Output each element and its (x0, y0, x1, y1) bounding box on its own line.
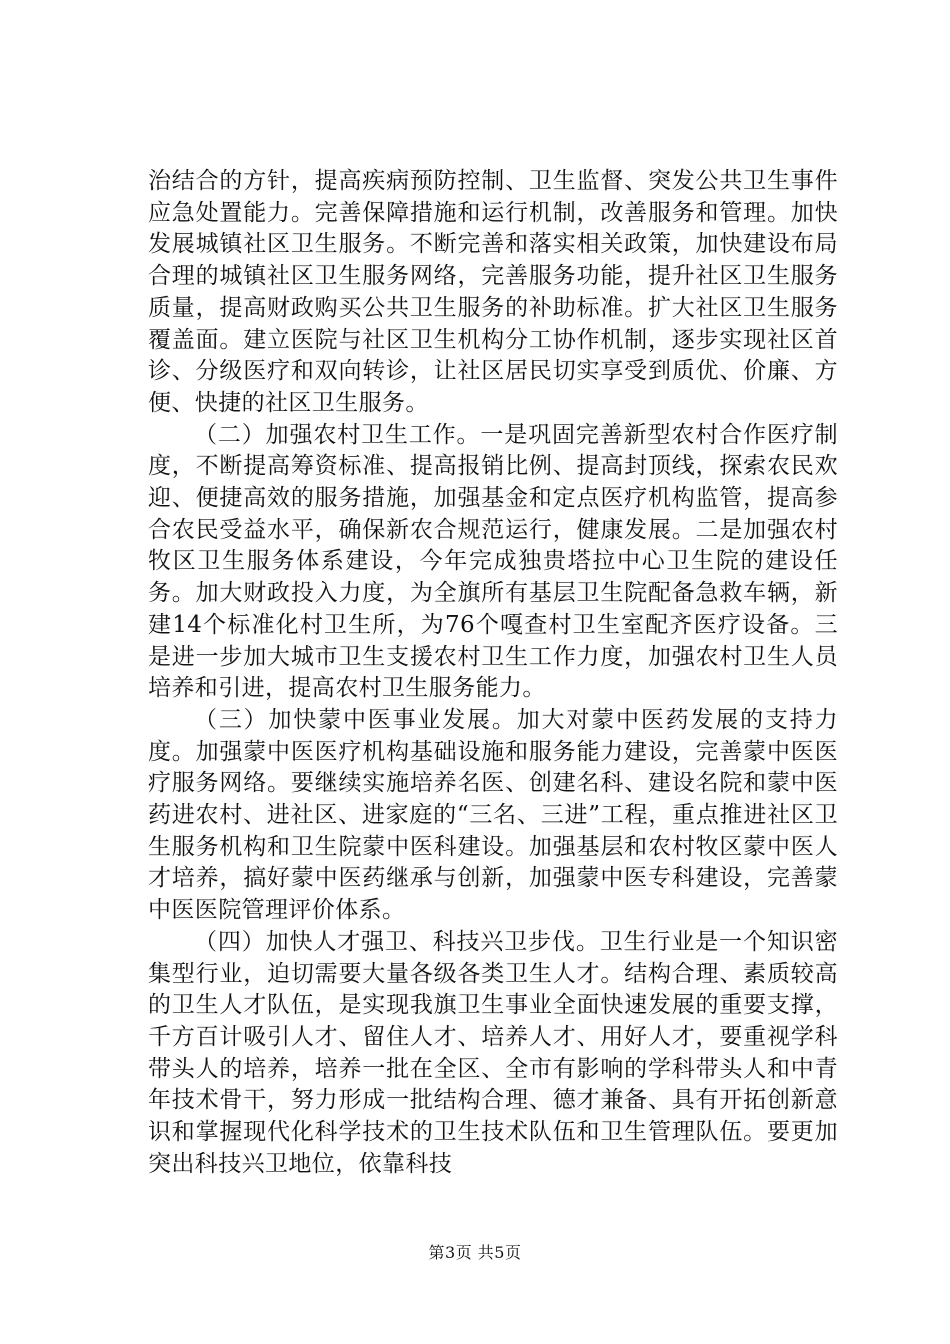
document-body (148, 166, 838, 1181)
paragraph-4: （四）加快人才强卫、科技兴卫步伐。卫生行业是一个知识密集型行业，迫切需要大量各级各类卫生人才。结构合理、素质较高的卫生人才队伍，是实现我旗卫生事业全面快速发展的重要支撑，千方百计吸引人才、留住人才、培养人才、用好人才，要重视学科带头人的培养，培养一批在全区、全市有影响的学科带头人和中青年技术骨干，努力形成一批结构合理、德才兼备、具有开拓创新意识和掌握现代化科学技术的卫生技术队伍和卫生管理队伍。要更加突出科技兴卫地位，依靠科技 (148, 928, 838, 1177)
paragraph-1: 治结合的方针，提高疾病预防控制、卫生监督、突发公共卫生事件应急处置能力。完善保障措施和运行机制，改善服务和管理。加快发展城镇社区卫生服务。不断完善和落实相关政策，加快建设布局合理的城镇社区卫生服务网络，完善服务功能，提升社区卫生服务质量，提高财政购买公共卫生服务的补助标准。扩大社区卫生服务覆盖面。建立医院与社区卫生机构分工协作机制，逐步实现社区首诊、分级医疗和双向转诊，让社区居民切实享受到质优、价廉、方便、快捷的社区卫生服务。 (148, 168, 838, 416)
paragraph-3: （三）加快蒙中医事业发展。加大对蒙中医药发展的支持力度。加强蒙中医医疗机构基础设施和服务能力建设，完善蒙中医医疗服务网络。要继续实施培养名医、创建名科、建设名院和蒙中医药进农村、进社区、进家庭的“三名、三进”工程，重点推进社区卫生服务机构和卫生院蒙中医科建设。加强基层和农村牧区蒙中医人才培养，搞好蒙中医药继承与创新，加强蒙中医专科建设，完善蒙中医医院管理评价体系。 (148, 706, 838, 924)
paragraph-2: （二）加强农村卫生工作。一是巩固完善新型农村合作医疗制度，不断提高筹资标准、提高报销比例、提高封顶线，探索农民欢迎、便捷高效的服务措施，加强基金和定点医疗机构监管，提高参合农民受益水平，确保新农合规范运行，健康发展。二是加强农村牧区卫生服务体系建设，今年完成独贵塔拉中心卫生院的建设任务。加大财政投入力度，为全旗所有基层卫生院配备急救车辆，新建14个标准化村卫生所，为76个嘎查村卫生室配齐医疗设备。三是进一步加大城市卫生支援农村卫生工作力度，加强农村卫生人员培养和引进，提高农村卫生服务能力。 (148, 421, 838, 702)
page-number-footer: 第3页 共5页 (428, 1243, 522, 1262)
